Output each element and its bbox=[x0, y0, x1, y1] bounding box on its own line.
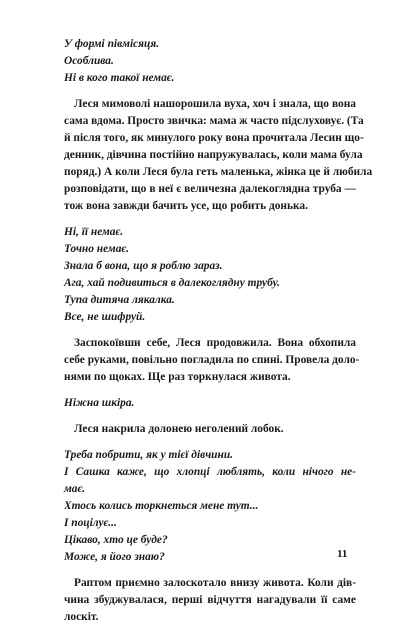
text-line: І поцілує... bbox=[64, 517, 117, 529]
text-line: Треба побрити, як у тієї дівчини. bbox=[64, 449, 234, 461]
text-line: Точно немає. bbox=[64, 243, 129, 255]
text-line: Ні, її немає. bbox=[64, 226, 124, 238]
thought-block bbox=[64, 447, 356, 566]
prose-paragraph bbox=[64, 421, 356, 438]
paragraph-gap bbox=[64, 215, 356, 224]
text-line: Все, не шифруй. bbox=[64, 311, 146, 323]
text-line: тож вона завжди бачить усе, що робить донька. bbox=[64, 200, 308, 212]
text-line: Леся накрила долонею неголений лобок. bbox=[74, 423, 284, 435]
paragraph-gap bbox=[64, 438, 356, 447]
text-line: Цікаво, хто це буде? bbox=[64, 534, 168, 546]
thought-block bbox=[64, 36, 356, 87]
text-line: Ага, хай подивиться в далекоглядну трубу. bbox=[64, 277, 280, 289]
text-line: У формі півмісяця. bbox=[64, 38, 160, 50]
text-line: має. bbox=[64, 483, 86, 495]
text-line: сама вдома. Просто звичка: мама ж часто підслуховує. (Та bbox=[64, 115, 364, 127]
text-line: себе руками, повільно погладила по спині. Провела доло- bbox=[64, 354, 360, 366]
text-line: І Сашка каже, що хлопці люблять, коли нічого не- bbox=[64, 466, 356, 478]
paragraph-gap bbox=[64, 566, 356, 575]
thought-block bbox=[64, 224, 356, 326]
text-line: й після того, як минулого року вона прочитала Лесин що- bbox=[64, 132, 364, 144]
text-line: Ні в кого такої немає. bbox=[64, 72, 175, 84]
paragraph-gap bbox=[64, 412, 356, 421]
text-line: Хтось колись торкнеться мене тут... bbox=[64, 500, 259, 512]
text-line: поряд.) А коли Леся була геть маленька, жінка це й любила bbox=[64, 166, 373, 178]
text-line: денник, дівчина постійно напружувалась, коли мама була bbox=[64, 149, 363, 161]
page-text bbox=[64, 36, 373, 626]
text-line: Знала б вона, що я роблю зараз. bbox=[64, 260, 223, 272]
paragraph-gap bbox=[64, 386, 356, 395]
text-line: Заспокоївши себе, Леся продовжила. Вона обхопила bbox=[74, 337, 356, 349]
text-line: розповідати, що в неї є величезна далекоглядна труба — bbox=[64, 183, 356, 195]
text-line: Особлива. bbox=[64, 55, 114, 67]
paragraph-gap bbox=[64, 87, 356, 96]
text-line: лоскіт. bbox=[64, 611, 99, 623]
text-line: Тупа дитяча лякалка. bbox=[64, 294, 175, 306]
text-line: Ніжна шкіра. bbox=[64, 397, 135, 409]
prose-paragraph bbox=[64, 96, 373, 215]
text-line: Може, я його знаю? bbox=[64, 551, 165, 563]
page-number: 11 bbox=[337, 548, 348, 560]
text-line: Раптом приємно залоскотало внизу живота. Коли дів- bbox=[74, 577, 356, 589]
text-line: нями по щоках. Ще раз торкнулася живота. bbox=[64, 371, 291, 383]
paragraph-gap bbox=[64, 326, 356, 335]
prose-paragraph bbox=[64, 335, 360, 386]
prose-paragraph bbox=[64, 575, 356, 626]
thought-block bbox=[64, 395, 356, 412]
text-line: чина збуджувалася, перші відчуття нагадували її саме bbox=[64, 594, 356, 606]
text-line: Леся мимоволі нашорошила вуха, хоч і знала, що вона bbox=[74, 98, 356, 110]
